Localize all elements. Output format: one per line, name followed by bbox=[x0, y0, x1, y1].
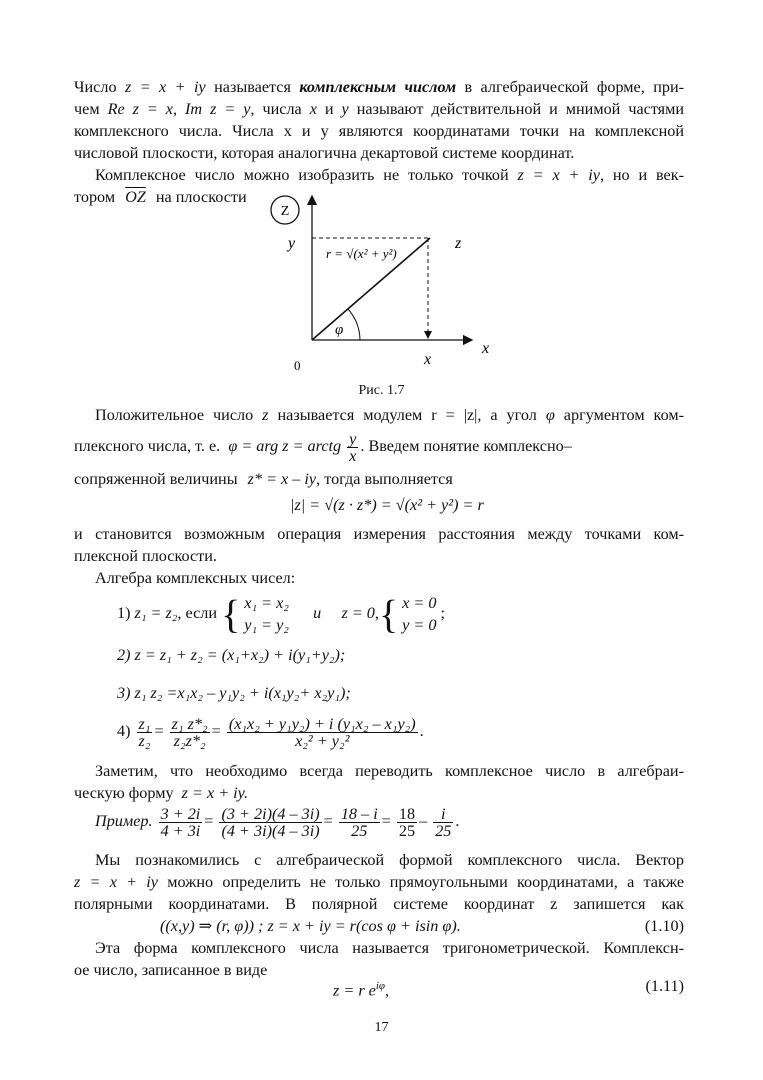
origin-label: 0 bbox=[294, 358, 301, 373]
para6-line2: ое число, записанное в виде bbox=[74, 961, 268, 979]
para3-line2: плексного числа, т. е. φ = arg z = arctg $\frac{y}{x}$ . Введем понятие комплексно– bbox=[74, 429, 572, 465]
para1-line2: чем Re z = x, Im z = y, числа x и y называют действительной и мнимой частями bbox=[74, 100, 685, 118]
x-axis-label: x bbox=[482, 340, 490, 357]
para3-line1: Положительное число z называется модулем r = |z|, а угол φ аргументом ком- bbox=[95, 406, 685, 424]
para3-line5: плексной плоскости. bbox=[74, 547, 217, 565]
complex-plane-figure bbox=[260, 188, 510, 378]
page-number: 17 bbox=[374, 1020, 389, 1035]
eq-1-11: z = r $e^{i\varphi}$, bbox=[333, 980, 390, 1000]
z-point-label: z bbox=[455, 235, 462, 252]
para3-line3: сопряженной величины z* = x – iy, тогда выполняется bbox=[74, 470, 453, 488]
eq-1-10: ((x,y) ⇒ (r, φ)) ; z = x + iy = r(cos φ + isin φ). bbox=[160, 917, 461, 935]
phi-label: φ bbox=[335, 322, 344, 338]
example: Пример. $\frac{3 + 2i}{4 + 3i}$ = $\frac{(3 + 2i)(4 - 3i)}{(4 + 3i)(4 - 3i)}$ = $\frac{18 - i}{25}$ = $\frac{18}{25}$ – $\frac{i}{25}$ . bbox=[95, 804, 460, 840]
para5-line2: z = x + iy можно определить не только прямоугольными координатами, а также bbox=[74, 873, 685, 891]
para3-line4: и становится возможным операция измерения расстояния между точками ком- bbox=[74, 525, 684, 543]
para6-line1: Эта форма комплексного числа называется тригонометрической. Комплексн- bbox=[95, 939, 684, 957]
algebra-item4: 4) $\frac{\text{z₁}}{\text{z₂}}$ = $\frac{\text{z₁ z*₂}}{\text{z₂z*₂}}$ = $\frac{\text{(x₁x₂ + y₁y₂) + i (y₁x₂ – x₁y₂)}}{\text{x₂² + y₂²}}$ . bbox=[117, 714, 424, 750]
para2-line1: Комплексное число можно изобразить не только точкой z = x + iy, но и век- bbox=[95, 166, 684, 184]
figure-caption: Рис. 1.7 bbox=[358, 383, 405, 398]
para4-line1: Заметим, что необходимо всегда переводить комплексное число в алгебраи- bbox=[95, 762, 684, 780]
algebra-heading: Алгебра комплексных чисел: bbox=[95, 569, 296, 587]
para5-line3: полярными координатами. В полярной системе координат z запишется как bbox=[74, 895, 684, 913]
algebra-item3: 3) z₁ z₂ =x₁x₂ – y₁y₂ + i(x₁y₂+ x₂y₁); bbox=[117, 684, 351, 702]
para1-line1: Число z = x + iy называется комплексным числом в алгебраической форме, при- bbox=[74, 78, 685, 96]
r-formula: r = √(x² + y²) bbox=[326, 246, 397, 261]
para1-line4: числовой плоскости, которая аналогична декартовой системе координат. bbox=[74, 144, 575, 162]
arctg-fraction: $\frac{y}{x}$ bbox=[349, 429, 357, 465]
para5-line1: Мы познакомились с алгебраической формой комплексного числа. Вектор bbox=[95, 851, 684, 869]
algebra-item1: 1) z₁ = z₂, если { x₁ = x₂ y₁ = y₂ и z = 0,{ x = 0 y = 0 ; bbox=[117, 591, 445, 637]
eq-1-10-number: (1.10) bbox=[644, 917, 684, 935]
x-label: x bbox=[424, 351, 432, 368]
para2-line2: тором $\overline{OZ}$ на плоскости bbox=[74, 188, 247, 206]
para1-line3: комплексного числа. Числа x и y являются координатами точки на комплексной bbox=[74, 122, 684, 140]
algebra-item2: 2) z = z₁ + z₂ = (x₁+x₂) + i(y₁+y₂); bbox=[117, 646, 346, 664]
y-label: y bbox=[288, 235, 296, 252]
z-circle-label: Z bbox=[280, 204, 290, 219]
modulus-formula: |z| = √(z · z*) = √(x² + y²) = r bbox=[290, 496, 484, 514]
angle-arc bbox=[348, 309, 360, 340]
para4-line2: ческую форму z = x + iy. bbox=[74, 784, 249, 802]
eq-1-11-number: (1.11) bbox=[645, 977, 684, 995]
